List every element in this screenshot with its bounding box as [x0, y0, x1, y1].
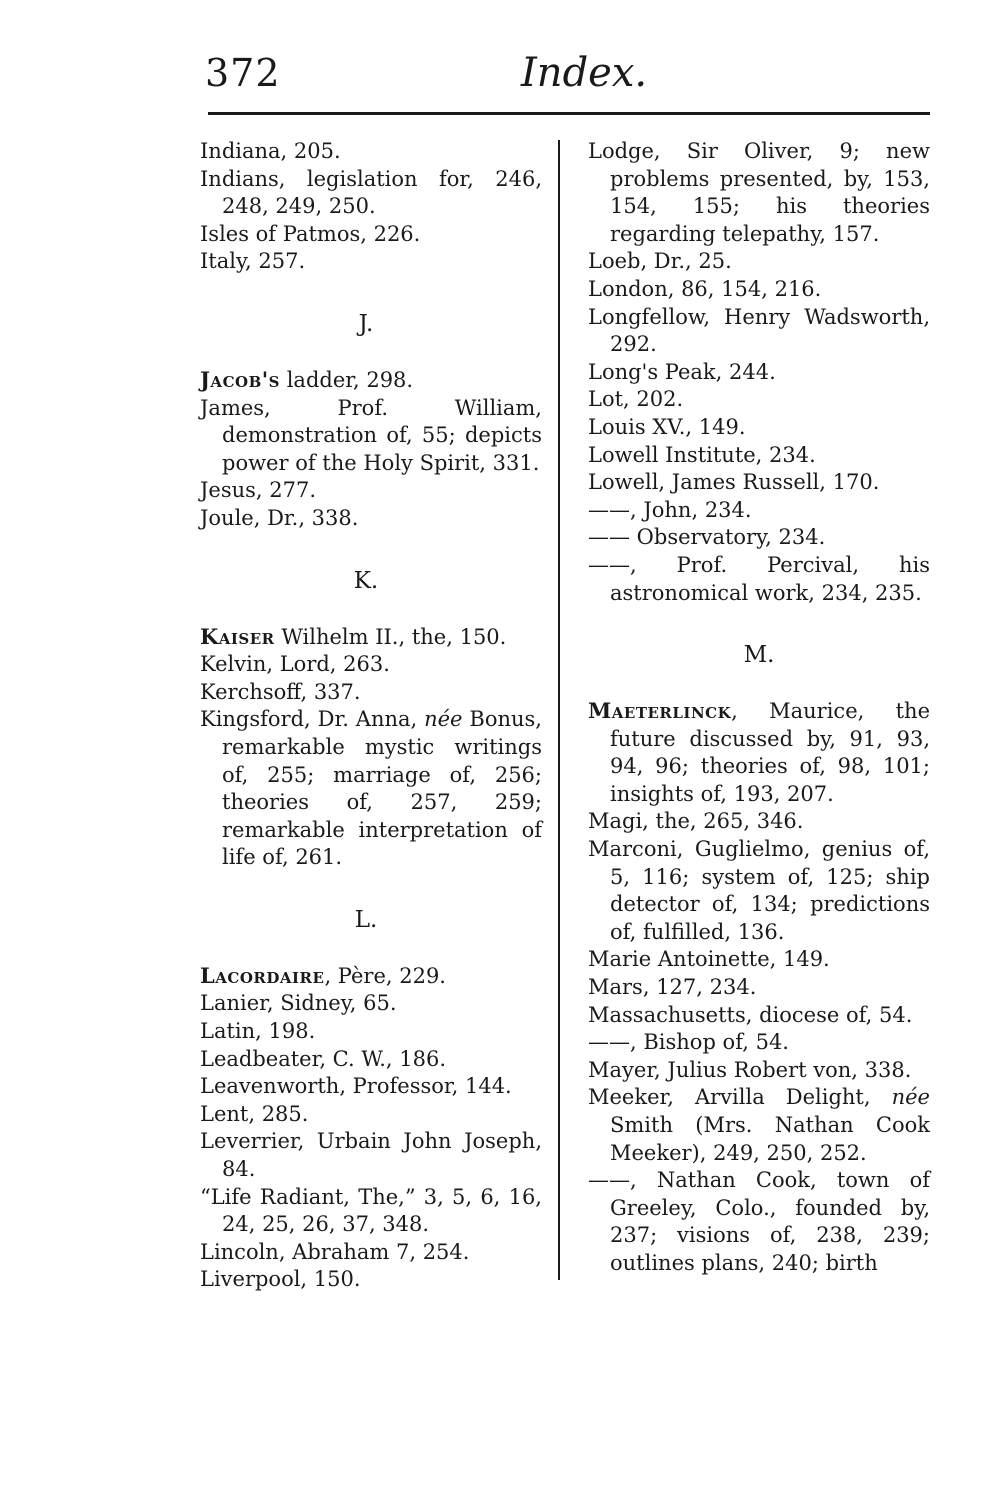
index-entry: Mayer, Julius Robert von, 338. [588, 1057, 912, 1082]
index-entry: Liverpool, 150. [200, 1267, 361, 1292]
entry-text: Smith (Mrs. Nathan Cook Meeker), 249, 250, 252. [610, 1113, 930, 1165]
index-entry [200, 623, 542, 652]
index-entry: Italy, 257. [200, 249, 306, 274]
header-rule [208, 112, 930, 115]
index-entry: James, Prof. William, demonstration of, 55; depicts power of the Holy Spirit, 331. [200, 395, 542, 475]
index-entry: Louis XV., 149. [588, 414, 746, 439]
entry-text: Bonus, remarkable mystic writings of, 255; marriage of, 256; theories of, 257, 259; remarkable interpretation of life of, 261. [222, 707, 542, 870]
index-entry: —— Observatory, 234. [588, 525, 826, 550]
index-entry: Long's Peak, 244. [588, 359, 776, 384]
index-entry: Massachusetts, diocese of, 54. [588, 1002, 913, 1027]
index-entry: Lowell, James Russell, 170. [588, 470, 880, 495]
section-letter-l: L. [354, 906, 378, 933]
entry-head: Kaiser [200, 623, 275, 649]
index-entry: London, 86, 154, 216. [588, 276, 822, 301]
index-entry: Lot, 202. [588, 387, 684, 412]
page-number: 372 [205, 51, 281, 95]
entry-italic: née [424, 707, 463, 732]
entry-text: Meeker, Arvilla Delight, [588, 1085, 892, 1110]
index-entry [200, 366, 542, 395]
index-entry [588, 1084, 930, 1167]
index-entry: Marie Antoinette, 149. [588, 947, 830, 972]
index-entry: ——, Nathan Cook, town of Greeley, Colo., founded by, 237; visions of, 238, 239; outlines plans, 240; birth [588, 1168, 930, 1275]
entry-head: Lacordaire [200, 962, 325, 988]
index-entry: ——, John, 234. [588, 497, 752, 522]
section-letter-j: J. [358, 310, 374, 337]
index-column-right [588, 138, 930, 1278]
index-entry [588, 697, 930, 808]
index-entry: “Life Radiant, The,” 3, 5, 6, 16, 24, 25, 26, 37, 348. [200, 1184, 542, 1237]
section-letter-k: K. [353, 567, 379, 594]
entry-text: Kingsford, Dr. Anna, [200, 707, 425, 732]
entry-italic: née [891, 1085, 930, 1110]
index-column-left [200, 138, 542, 1294]
index-entry: Indians, legislation for, 246, 248, 249, 250. [200, 166, 542, 219]
entry-head: Maeterlinck [588, 698, 732, 724]
index-entry: Joule, Dr., 338. [200, 505, 359, 530]
section-letter-m: M. [743, 642, 775, 669]
index-entry: Isles of Patmos, 226. [200, 221, 421, 246]
index-entry: Lowell Institute, 234. [588, 442, 816, 467]
index-entry: Indiana, 205. [200, 139, 341, 163]
index-entry: Loeb, Dr., 25. [588, 249, 732, 274]
entry-head: Jacob's [200, 366, 281, 392]
column-divider [558, 140, 560, 1280]
entry-text: ladder, 298. [280, 367, 414, 392]
entry-text: , Maurice, the future discussed by, 91, 93, 94, 96; theories of, 98, 101; insights of, 193, 207. [610, 699, 930, 806]
index-entry: ——, Prof. Percival, his astronomical work, 234, 235. [588, 552, 930, 605]
entry-text: Wilhelm II., the, 150. [274, 624, 507, 649]
index-entry: Magi, the, 265, 346. [588, 809, 804, 834]
index-entry: Longfellow, Henry Wadsworth, 292. [588, 304, 930, 357]
index-entry: Lodge, Sir Oliver, 9; new problems presented, by, 153, 154, 155; his theories regarding telepathy, 157. [588, 139, 930, 246]
index-entry: Latin, 198. [200, 1019, 316, 1044]
index-entry: Mars, 127, 234. [588, 975, 757, 1000]
index-entry [200, 706, 542, 872]
index-entry: Kelvin, Lord, 263. [200, 652, 390, 677]
index-entry: Lent, 285. [200, 1101, 309, 1126]
index-entry: Leverrier, Urbain John Joseph, 84. [200, 1129, 542, 1182]
page-title: Index. [521, 50, 648, 96]
index-entry: Marconi, Guglielmo, genius of, 5, 116; system of, 125; ship detector of, 134; predictions of, fulfilled, 136. [588, 837, 930, 944]
index-entry [200, 962, 542, 991]
index-entry: Kerchsoff, 337. [200, 679, 361, 704]
index-entry: Lanier, Sidney, 65. [200, 991, 397, 1016]
index-entry: Lincoln, Abraham 7, 254. [200, 1239, 470, 1264]
entry-text: , Père, 229. [324, 963, 446, 988]
index-entry: Jesus, 277. [200, 478, 317, 503]
index-entry: Leavenworth, Professor, 144. [200, 1074, 512, 1099]
index-entry: Leadbeater, C. W., 186. [200, 1046, 447, 1071]
index-entry: ——, Bishop of, 54. [588, 1030, 789, 1055]
